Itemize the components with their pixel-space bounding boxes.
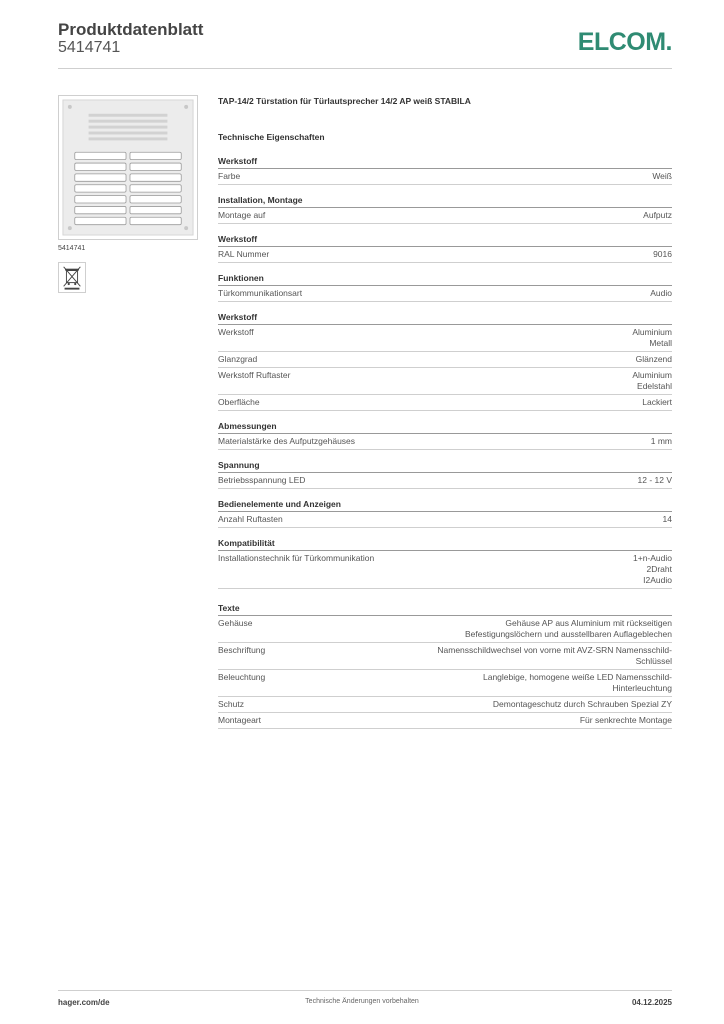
spec-label: Anzahl Ruftasten: [218, 514, 283, 524]
header-divider: [58, 68, 672, 69]
call-button-graphic: [130, 152, 181, 159]
group-title: Abmessungen: [218, 421, 672, 434]
spec-group: [218, 234, 672, 263]
spec-value: Audio: [650, 288, 672, 298]
spec-label: RAL Nummer: [218, 249, 270, 259]
call-button-graphic: [75, 163, 126, 170]
spec-row: [218, 368, 672, 395]
spec-row: [218, 286, 672, 302]
call-button-graphic: [130, 185, 181, 192]
section-heading: Technische Eigenschaften: [218, 132, 325, 142]
spec-label: Farbe: [218, 171, 241, 181]
spec-value: 1 mm: [650, 436, 672, 446]
spec-group: [218, 312, 672, 411]
group-title: Spannung: [218, 460, 672, 473]
spec-label: Installationstechnik für Türkommunikation: [218, 553, 375, 563]
text-label: Gehäuse: [218, 618, 253, 628]
spec-value: 9016: [653, 249, 672, 259]
call-button-graphic: [75, 185, 126, 192]
group-title: Werkstoff: [218, 234, 672, 247]
product-name: TAP-14/2 Türstation für Türlautsprecher 14/2 AP weiß STABILA: [218, 96, 471, 106]
call-button-graphic: [130, 163, 181, 170]
spec-group: [218, 195, 672, 224]
footer-date: 04.12.2025: [631, 998, 672, 1007]
text-row: [218, 616, 672, 643]
spec-label: Materialstärke des Aufputzgehäuses: [218, 436, 356, 446]
footer-disclaimer: Technische Änderungen vorbehalten: [305, 998, 419, 1005]
text-value: Für senkrechte Montage: [579, 715, 672, 725]
spec-label: Oberfläche: [218, 397, 260, 407]
call-button-graphic: [130, 196, 181, 203]
spec-group: [218, 421, 672, 450]
group-title: Bedienelemente und Anzeigen: [218, 499, 672, 512]
spec-value: Lackiert: [642, 397, 672, 407]
group-title: Werkstoff: [218, 156, 672, 169]
spec-group: [218, 156, 672, 185]
text-row: [218, 643, 672, 670]
spec-value: Aluminium Edelstahl: [632, 370, 672, 391]
spec-label: Werkstoff Ruftaster: [218, 370, 291, 380]
door-station-illustration: [59, 96, 197, 239]
call-button-graphic: [130, 174, 181, 181]
spec-group: [218, 538, 672, 589]
spec-group: [218, 273, 672, 302]
spec-group: [218, 460, 672, 489]
text-row: [218, 713, 672, 729]
spec-value: Aluminium Metall: [632, 327, 672, 348]
call-button-graphic: [75, 206, 126, 213]
article-number: 5414741: [58, 39, 121, 56]
weee-crossed-bin-icon: [58, 262, 86, 293]
call-button-graphic: [75, 196, 126, 203]
text-label: Beschriftung: [218, 645, 266, 655]
spec-label: Glanzgrad: [218, 354, 258, 364]
specifications: [218, 96, 672, 739]
text-row: [218, 670, 672, 697]
group-title: Texte: [218, 603, 672, 616]
spec-row: [218, 247, 672, 263]
texte-group: [218, 603, 672, 729]
spec-row: [218, 169, 672, 185]
spec-label: Betriebsspannung LED: [218, 475, 306, 485]
text-label: Schutz: [218, 699, 244, 709]
spec-row: [218, 325, 672, 352]
spec-row: [218, 512, 672, 528]
brand-logo: ELCOM.: [577, 28, 672, 56]
image-caption: 5414741: [58, 245, 86, 252]
call-button-graphic: [130, 206, 181, 213]
text-value: Gehäuse AP aus Aluminium mit rückseitigen Befestigungslöchern und ausstellbaren Auflageblechen: [465, 618, 672, 639]
spec-row: [218, 434, 672, 450]
spec-label: Werkstoff: [218, 327, 254, 337]
text-value: Demontageschutz durch Schrauben Spezial ZY: [492, 699, 672, 709]
text-value: Namensschildwechsel von vorne mit AVZ-SRN Namensschild- Schlüssel: [437, 645, 672, 666]
text-value: Langlebige, homogene weiße LED Namensschild- Hinterleuchtung: [483, 672, 672, 693]
spec-label: Montage auf: [218, 210, 266, 220]
spec-row: [218, 352, 672, 368]
call-button-graphic: [130, 217, 181, 224]
spec-row: [218, 208, 672, 224]
group-title: Werkstoff: [218, 312, 672, 325]
call-button-graphic: [75, 217, 126, 224]
text-label: Beleuchtung: [218, 672, 266, 682]
text-label: Montageart: [218, 715, 261, 725]
spec-row: [218, 395, 672, 411]
group-title: Funktionen: [218, 273, 672, 286]
call-button-graphic: [75, 152, 126, 159]
page-title: Produktdatenblatt: [58, 20, 204, 39]
text-row: [218, 697, 672, 713]
spec-value: Aufputz: [643, 210, 672, 220]
footer-website[interactable]: hager.com/de: [58, 998, 110, 1007]
spec-groups: [218, 156, 672, 589]
spec-row: [218, 473, 672, 489]
spec-value: 12 - 12 V: [637, 475, 672, 485]
footer-divider: [58, 990, 672, 991]
spec-group: [218, 499, 672, 528]
spec-row: [218, 551, 672, 589]
group-title: Kompatibilität: [218, 538, 672, 551]
group-title: Installation, Montage: [218, 195, 672, 208]
spec-label: Türkommunikationsart: [218, 288, 303, 298]
call-button-graphic: [75, 174, 126, 181]
spec-value: 1+n-Audio 2Draht I2Audio: [633, 553, 672, 585]
spec-value: Weiß: [652, 171, 672, 181]
product-image: [58, 95, 198, 240]
spec-value: Glänzend: [635, 354, 672, 364]
spec-value: 14: [662, 514, 672, 524]
